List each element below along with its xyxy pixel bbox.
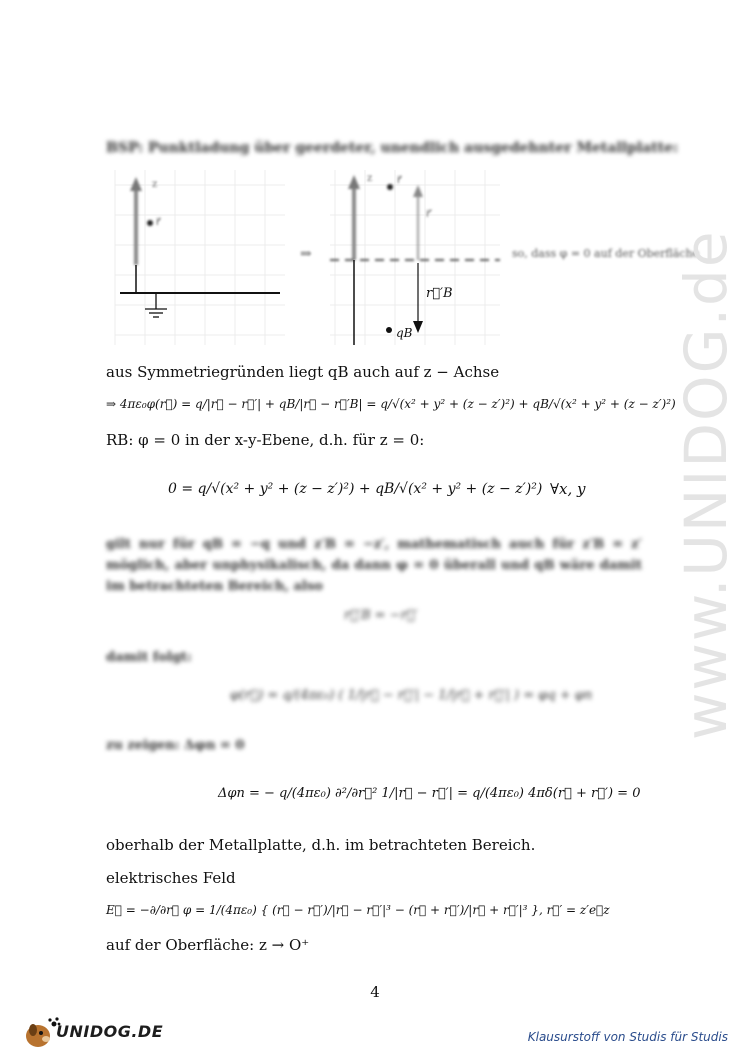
potential-equation: ⇒ 4πε₀φ(r⃗) = q/|r⃗ − r⃗′| + qB/|r⃗ − r⃗′B| = q/√(x² + y² + (z − z′)²) + qB/√(x² + y² + (z − z′)²) <box>106 397 676 411</box>
efield-title: elektrisches Feld <box>106 869 236 887</box>
left-z-label: z <box>152 179 158 190</box>
side-note: so, dass φ = 0 auf der Oberfläche <box>512 247 700 260</box>
logo-text[interactable]: UNIDOG.DE <box>56 1022 164 1041</box>
above-plate-text: oberhalb der Metallplatte, d.h. im betrachteten Bereich. <box>106 836 536 854</box>
implies-arrow: ⇒ <box>300 246 312 262</box>
footer-tagline: Klausurstoff von Studis für Studis <box>527 1030 728 1044</box>
blurred-equation-1: r⃗′B = −r⃗′ <box>344 608 418 623</box>
section-heading: BSP: Punktladung über geerdeter, unendlich ausgedehnter Metallplatte: <box>106 140 679 156</box>
blurred-equation-2: φ(r⃗) = q/(4πε₀) ( 1/|r⃗ − r⃗′| − 1/|r⃗ + r⃗′| ) = φq + φn <box>230 688 593 703</box>
qb-label: qB <box>396 326 413 340</box>
efield-equation: E⃗ = −∂/∂r⃗ φ = 1/(4πε₀) { (r⃗ − r⃗′)/|r⃗ − r⃗′|³ − (r⃗ + r⃗′)/|r⃗ + r⃗′|³ }, r⃗′ = z′e⃗z <box>106 903 610 917</box>
blurred-follows: damit folgt: <box>106 650 192 665</box>
right-z-label: z <box>367 173 373 184</box>
boundary-condition-text: RB: φ = 0 in der x-y-Ebene, d.h. für z = 0: <box>106 431 425 449</box>
right-r-label: r⃗ <box>397 175 402 186</box>
image-charge-dot <box>386 327 392 333</box>
image-charge-figure <box>100 165 740 355</box>
boundary-equation: 0 = q/√(x² + y² + (z − z′)²) + qB/√(x² + y² + (z − z′)²) <box>168 481 543 497</box>
forall-xy: ∀x, y <box>550 480 586 498</box>
symmetry-text: aus Symmetriegründen liegt qB auch auf z − Achse <box>106 363 500 381</box>
surface-text: auf der Oberfläche: z → O⁺ <box>106 936 310 954</box>
right-rprime-label: r⃗′ <box>426 209 433 220</box>
watermark: www.UNIDOG.de <box>672 229 740 740</box>
left-grid <box>115 170 285 345</box>
blurred-show: zu zeigen: Δφn = 0 <box>106 738 245 753</box>
rb-prime-label: r⃗′B <box>426 286 453 301</box>
blurred-paragraph: gilt nur für qB = −q und z′B = −z′, mathematisch auch für z′B = z′ möglich, aber unphysikalisch, da dann φ = 0 überall und qB wäre damit im betrachteten Bereich, also <box>106 537 642 594</box>
laplace-equation: Δφn = − q/(4πε₀) ∂²/∂r⃗² 1/|r⃗ − r⃗′| = q/(4πε₀) 4πδ(r⃗ + r⃗′) = 0 <box>218 786 641 801</box>
page-number: 4 <box>370 983 380 1001</box>
left-r-label: r⃗ <box>156 217 161 228</box>
